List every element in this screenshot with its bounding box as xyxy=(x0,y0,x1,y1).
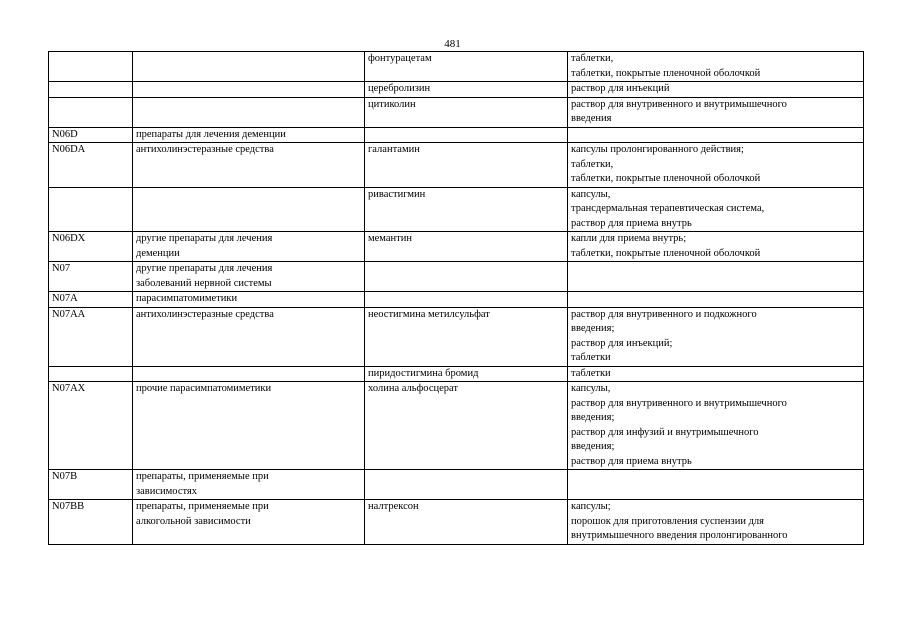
cell-text-line: заболеваний нервной системы xyxy=(136,277,272,289)
atc-code-cell xyxy=(49,500,133,545)
cell-text-line: N07B xyxy=(52,471,78,482)
cell-text-line: парасимпатомиметики xyxy=(136,293,238,304)
table-row xyxy=(49,143,864,188)
group-description-cell xyxy=(133,232,365,262)
cell-text-line: раствор для внутривенного и внутримышечного xyxy=(571,98,787,110)
cell-text-line: N07AX xyxy=(52,383,86,394)
dosage-forms-cell xyxy=(568,262,864,292)
group-description-cell xyxy=(133,470,365,500)
dosage-forms-cell xyxy=(568,97,864,127)
cell-text-line: таблетки, покрытые пленочной оболочкой xyxy=(571,173,761,184)
cell-text-line: капсулы пролонгированного действия; xyxy=(571,144,744,155)
drug-name-cell xyxy=(365,97,568,127)
cell-text-line: таблетки, xyxy=(571,53,614,64)
group-description-cell xyxy=(133,143,365,188)
table-row xyxy=(49,52,864,82)
cell-text-line: введения; xyxy=(571,323,615,334)
cell-text-line: препараты, применяемые при xyxy=(136,471,269,482)
cell-text-line: капсулы, xyxy=(571,383,611,394)
cell-text-line: раствор для внутривенного и подкожного xyxy=(571,308,757,320)
atc-code-cell xyxy=(49,232,133,262)
table-row xyxy=(49,232,864,262)
cell-text-line: раствор для приема внутрь xyxy=(571,217,692,229)
medication-table xyxy=(48,51,864,545)
atc-code-cell xyxy=(49,187,133,232)
table-row xyxy=(49,366,864,382)
dosage-forms-cell xyxy=(568,127,864,143)
cell-text-line: цитиколин xyxy=(368,98,416,110)
atc-code-cell xyxy=(49,366,133,382)
atc-code-cell xyxy=(49,262,133,292)
cell-text-line: раствор для внутривенного и внутримышечного xyxy=(571,397,787,409)
atc-code-cell xyxy=(49,97,133,127)
drug-name-cell xyxy=(365,470,568,500)
cell-text-line: капсулы; xyxy=(571,501,611,512)
atc-code-cell xyxy=(49,292,133,308)
dosage-forms-cell xyxy=(568,232,864,262)
drug-name-cell xyxy=(365,382,568,470)
dosage-forms-cell xyxy=(568,187,864,232)
cell-text-line: внутримышечного введения пролонгированного xyxy=(571,530,788,541)
cell-text-line: холина альфосцерат xyxy=(368,383,458,394)
group-description-cell xyxy=(133,97,365,127)
cell-text-line: раствор для инъекций; xyxy=(571,337,673,349)
cell-text-line: другие препараты для лечения xyxy=(136,263,273,274)
drug-name-cell xyxy=(365,232,568,262)
cell-text-line: таблетки xyxy=(571,352,611,363)
group-description-cell xyxy=(133,366,365,382)
table-row xyxy=(49,500,864,545)
cell-text-line: препараты для лечения деменции xyxy=(136,128,286,140)
group-description-cell xyxy=(133,127,365,143)
cell-text-line: раствор для инфузий и внутримышечного xyxy=(571,426,759,438)
group-description-cell xyxy=(133,82,365,98)
atc-code-cell xyxy=(49,82,133,98)
cell-text-line: деменции xyxy=(136,247,180,259)
cell-text-line: антихолинэстеразные средства xyxy=(136,308,274,320)
table-row xyxy=(49,82,864,98)
dosage-forms-cell xyxy=(568,52,864,82)
cell-text-line: трансдермальная терапевтическая система, xyxy=(571,203,765,214)
drug-name-cell xyxy=(365,307,568,366)
drug-name-cell xyxy=(365,366,568,382)
cell-text-line: зависимостях xyxy=(136,485,198,497)
atc-code-cell xyxy=(49,143,133,188)
group-description-cell xyxy=(133,382,365,470)
cell-text-line: раствор для инъекций xyxy=(571,83,670,94)
drug-name-cell xyxy=(365,82,568,98)
cell-text-line: ривастигмин xyxy=(368,188,426,200)
cell-text-line: таблетки, покрытые пленочной оболочкой xyxy=(571,247,761,259)
cell-text-line: фонтурацетам xyxy=(368,53,432,64)
atc-code-cell xyxy=(49,127,133,143)
cell-text-line: раствор для приема внутрь xyxy=(571,455,692,467)
cell-text-line: таблетки, покрытые пленочной оболочкой xyxy=(571,67,761,79)
cell-text-line: церебролизин xyxy=(368,83,431,94)
cell-text-line: пиридостигмина бромид xyxy=(368,367,479,379)
table-row xyxy=(49,97,864,127)
group-description-cell xyxy=(133,187,365,232)
dosage-forms-cell xyxy=(568,500,864,545)
drug-name-cell xyxy=(365,127,568,143)
table-body xyxy=(49,52,864,545)
group-description-cell xyxy=(133,52,365,82)
cell-text-line: N07A xyxy=(52,293,78,304)
cell-text-line: мемантин xyxy=(368,233,412,244)
dosage-forms-cell xyxy=(568,82,864,98)
cell-text-line: N06D xyxy=(52,128,78,140)
cell-text-line: другие препараты для лечения xyxy=(136,233,273,244)
group-description-cell xyxy=(133,292,365,308)
table-row xyxy=(49,382,864,470)
dosage-forms-cell xyxy=(568,366,864,382)
cell-text-line: N07BB xyxy=(52,501,85,512)
cell-text-line: капсулы, xyxy=(571,188,611,200)
table-row xyxy=(49,187,864,232)
cell-text-line: введения; xyxy=(571,441,615,452)
cell-text-line: N07AA xyxy=(52,308,86,320)
dosage-forms-cell xyxy=(568,382,864,470)
cell-text-line: N06DX xyxy=(52,233,86,244)
table-row xyxy=(49,127,864,143)
group-description-cell xyxy=(133,307,365,366)
cell-text-line: таблетки, xyxy=(571,158,614,170)
dosage-forms-cell xyxy=(568,307,864,366)
table-row xyxy=(49,470,864,500)
drug-name-cell xyxy=(365,500,568,545)
dosage-forms-cell xyxy=(568,143,864,188)
drug-name-cell xyxy=(365,187,568,232)
group-description-cell xyxy=(133,262,365,292)
cell-text-line: N06DA xyxy=(52,144,86,155)
cell-text-line: введения xyxy=(571,113,612,124)
cell-text-line: капли для приема внутрь; xyxy=(571,233,687,244)
atc-code-cell xyxy=(49,52,133,82)
cell-text-line: неостигмина метилсульфат xyxy=(368,308,490,320)
drug-name-cell xyxy=(365,52,568,82)
atc-code-cell xyxy=(49,470,133,500)
table-row xyxy=(49,262,864,292)
cell-text-line: N07 xyxy=(52,263,71,274)
table-row xyxy=(49,307,864,366)
cell-text-line: антихолинэстеразные средства xyxy=(136,144,274,155)
drug-name-cell xyxy=(365,262,568,292)
cell-text-line: галантамин xyxy=(368,144,420,155)
table-row xyxy=(49,292,864,308)
cell-text-line: препараты, применяемые при xyxy=(136,501,269,512)
page-number: 481 xyxy=(444,38,461,50)
cell-text-line: прочие парасимпатомиметики xyxy=(136,383,272,394)
atc-code-cell xyxy=(49,307,133,366)
dosage-forms-cell xyxy=(568,292,864,308)
group-description-cell xyxy=(133,500,365,545)
drug-name-cell xyxy=(365,292,568,308)
cell-text-line: алкогольной зависимости xyxy=(136,515,251,527)
cell-text-line: таблетки xyxy=(571,367,611,379)
cell-text-line: введения; xyxy=(571,412,615,423)
atc-code-cell xyxy=(49,382,133,470)
dosage-forms-cell xyxy=(568,470,864,500)
cell-text-line: порошок для приготовления суспензии для xyxy=(571,515,764,527)
cell-text-line: налтрексон xyxy=(368,501,419,512)
drug-name-cell xyxy=(365,143,568,188)
